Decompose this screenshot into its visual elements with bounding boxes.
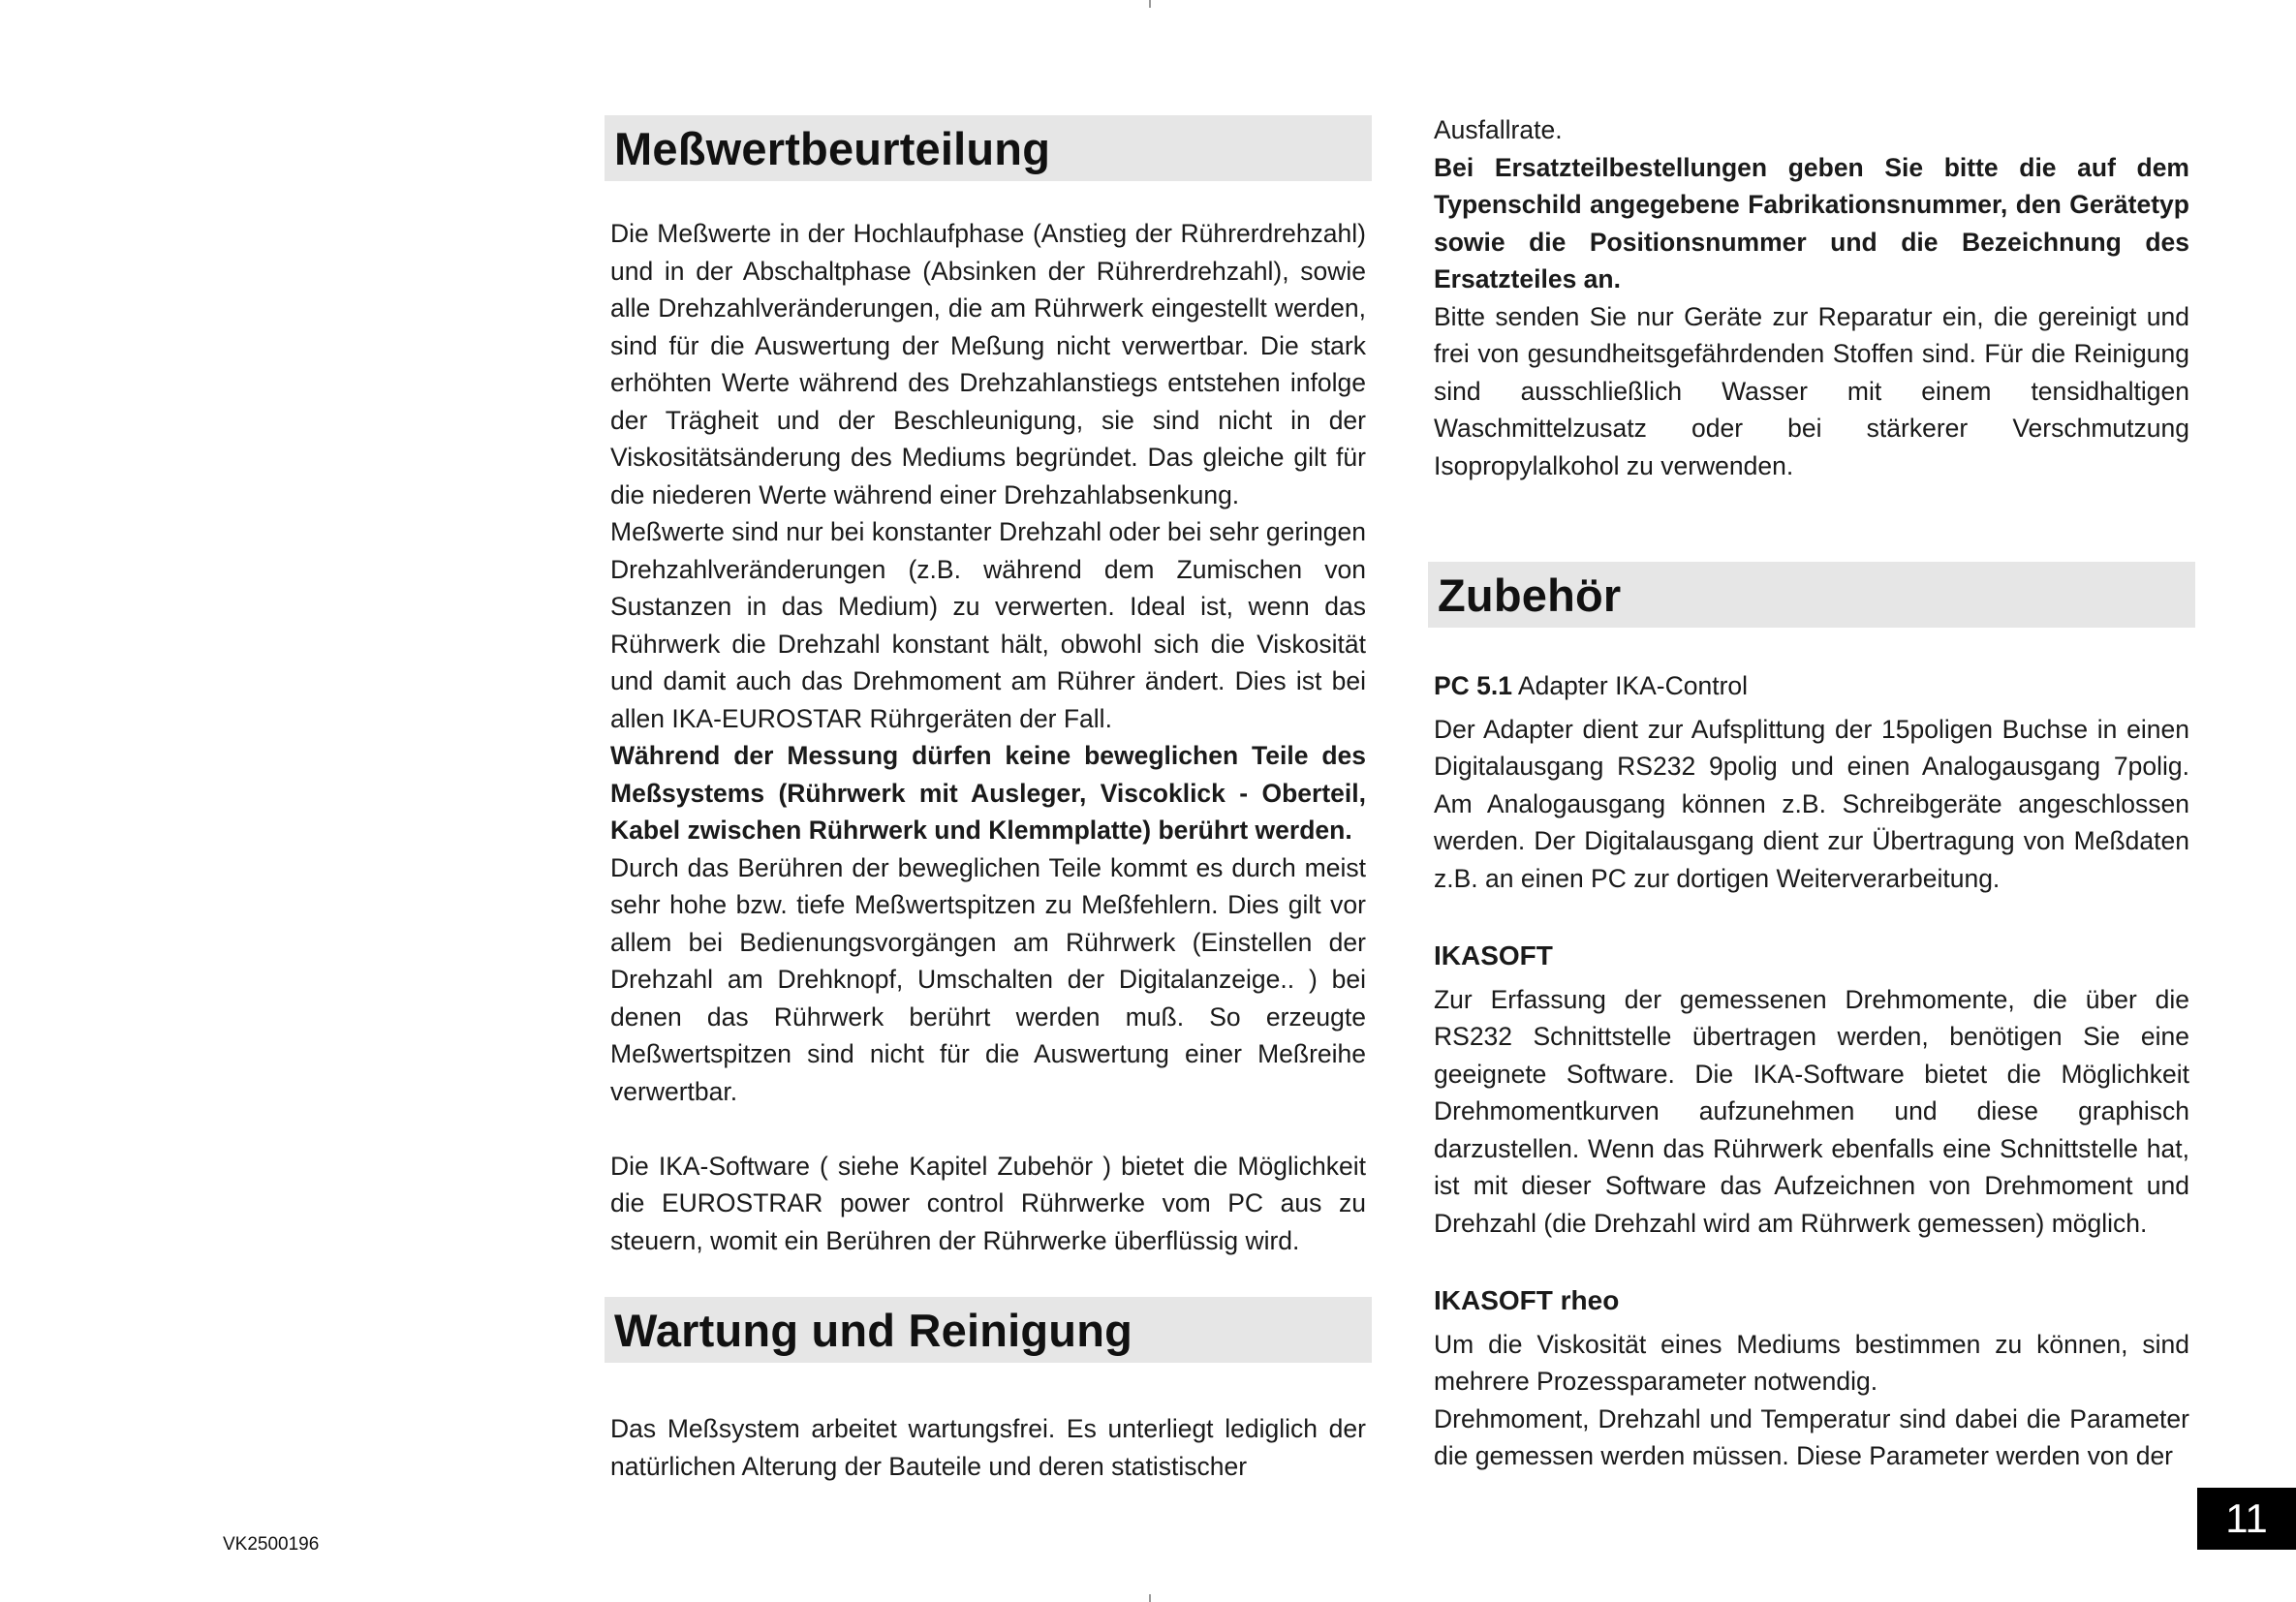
- section-title: Wartung und Reinigung: [614, 1304, 1133, 1356]
- repair-note: Bitte senden Sie nur Geräte zur Reparatur ein, die gereinigt und frei von gesundheitsgefährdenden Stoffen sind. Für die Reinigung sind ausschließlich Wasser mit einem tensidhaltigen Waschmittelzusatz oder bei stärkerer Verschmutzung Isopropylalkohol zu verwenden.: [1434, 301, 2189, 480]
- accessory-description: Um die Viskosität eines Mediums bestimmen zu können, sind mehrere Prozessparameter notwendig.: [1434, 1329, 2189, 1396]
- section-body-wartung: [610, 1410, 1366, 1485]
- accessory-label-suffix: Adapter IKA-Control: [1512, 671, 1749, 700]
- page-number: 11: [2197, 1488, 2296, 1550]
- accessory-description: Zur Erfassung der gemessenen Drehmomente, die über die RS232 Schnittstelle übertragen werden, benötigen Sie eine geeignete Software. Die IKA-Software bietet die Möglichkeit Drehmomentkurven aufzunehmen und diese graphisch darzustellen. Wenn das Rührwerk ebenfalls eine Schnittstelle hat, ist mit dieser Software das Aufzeichnen von Drehmoment und Drehzahl (die Drehzahl wird am Rührwerk gemessen) möglich.: [1434, 984, 2189, 1238]
- section-title: Zubehör: [1438, 569, 1622, 621]
- accessory-label: PC 5.1: [1434, 671, 1513, 700]
- accessory-ikasoft: [1434, 938, 2189, 1242]
- accessory-description: Drehmoment, Drehzahl und Temperatur sind dabei die Parameter die gemessen werden müssen. Diese Parameter werden von der: [1434, 1403, 2189, 1470]
- section-heading-messwertbeurteilung: [605, 115, 1372, 181]
- accessory-heading: [1434, 667, 2189, 705]
- paragraph: Meßwerte sind nur bei konstanter Drehzahl oder bei sehr geringen Drehzahlveränderungen (z.B. während dem Zumischen von Sustanzen in das Medium) zu verwerten. Ideal ist, wenn das Rührwerk die Drehzahl konstant hält, obwohl sich die Viskosität und damit auch das Drehmoment am Rührer ändert. Dies ist bei allen IKA-EUROSTAR Rührgeräten der Fall.: [610, 517, 1366, 733]
- spare-parts-note: Bei Ersatzteilbestellungen geben Sie bitte die auf dem Typenschild angegebene Fabrikationsnummer, den Gerätetyp sowie die Positionsnummer und die Bezeichnung des Ersatzteiles an.: [1434, 152, 2189, 293]
- section-title: Meßwertbeurteilung: [614, 122, 1051, 174]
- section-heading-wartung: [605, 1297, 1372, 1363]
- section-body-messwertbeurteilung: [610, 215, 1366, 1259]
- accessory-description: Der Adapter dient zur Aufsplittung der 15poligen Buchse in einen Digitalausgang RS232 9polig und einen Analogausgang 7polig. Am Analogausgang können z.B. Schreibgeräte angeschlossen werden. Der Digitalausgang dient zur Übertragung von Meßdaten z.B. an einen PC zur dortigen Weiterverarbeitung.: [1434, 714, 2189, 893]
- document-id: VK2500196: [223, 1534, 320, 1555]
- paragraph: Ausfallrate.: [1434, 115, 1563, 144]
- accessory-label: IKASOFT: [1434, 940, 1553, 970]
- section-heading-zubehoer: [1428, 562, 2195, 628]
- paragraph: Das Meßsystem arbeitet wartungsfrei. Es unterliegt lediglich der natürlichen Alterung der Bauteile und deren statistischer: [610, 1414, 1366, 1481]
- paragraph: Die Meßwerte in der Hochlaufphase (Anstieg der Rührerdrehzahl) und in der Abschaltphase (Absinken der Rührerdrehzahl), sowie alle Drehzahlveränderungen, die am Rührwerk eingestellt werden, sind für die Auswertung der Meßung nicht verwertbar. Die stark erhöhten Werte während des Drehzahlanstiegs entstehen infolge der Trägheit und der Beschleunigung, sie sind nicht in der Viskositätsänderung des Mediums begründet. Das gleiche gilt für die niederen Werte während einer Drehzahlabsenkung.: [610, 219, 1366, 509]
- warning-paragraph: Während der Messung dürfen keine beweglichen Teile des Meßsystems (Rührwerk mit Ausleger, Viscoklick - Oberteil, Kabel zwischen Rührwerk und Klemmplatte) berührt werden.: [610, 741, 1366, 845]
- accessory-label: IKASOFT rheo: [1434, 1285, 1620, 1315]
- accessory-ikasoft-rheo: [1434, 1282, 2189, 1475]
- maintenance-continued: [1434, 111, 2189, 484]
- accessory-pc51: [1434, 667, 2189, 897]
- paragraph: Durch das Berühren der beweglichen Teile kommt es durch meist sehr hohe bzw. tiefe Meßwertspitzen zu Meßfehlern. Dies gilt vor allem bei Bedienungsvorgängen am Rührwerk (Einstellen der Drehzahl am Drehknopf, Umschalten der Digitalanzeige.. ) bei denen das Rührwerk berührt werden muß. So erzeugte Meßwertspitzen sind nicht für die Auswertung einer Meßreihe verwertbar.: [610, 852, 1366, 1106]
- crop-mark-top: [1149, 0, 1151, 8]
- crop-mark-bottom: [1149, 1594, 1151, 1602]
- paragraph: Die IKA-Software ( siehe Kapitel Zubehör ) bietet die Möglichkeit die EUROSTRAR power control Rührwerke vom PC aus zu steuern, womit ein Berühren der Rührwerke überflüssig wird.: [610, 1151, 1366, 1255]
